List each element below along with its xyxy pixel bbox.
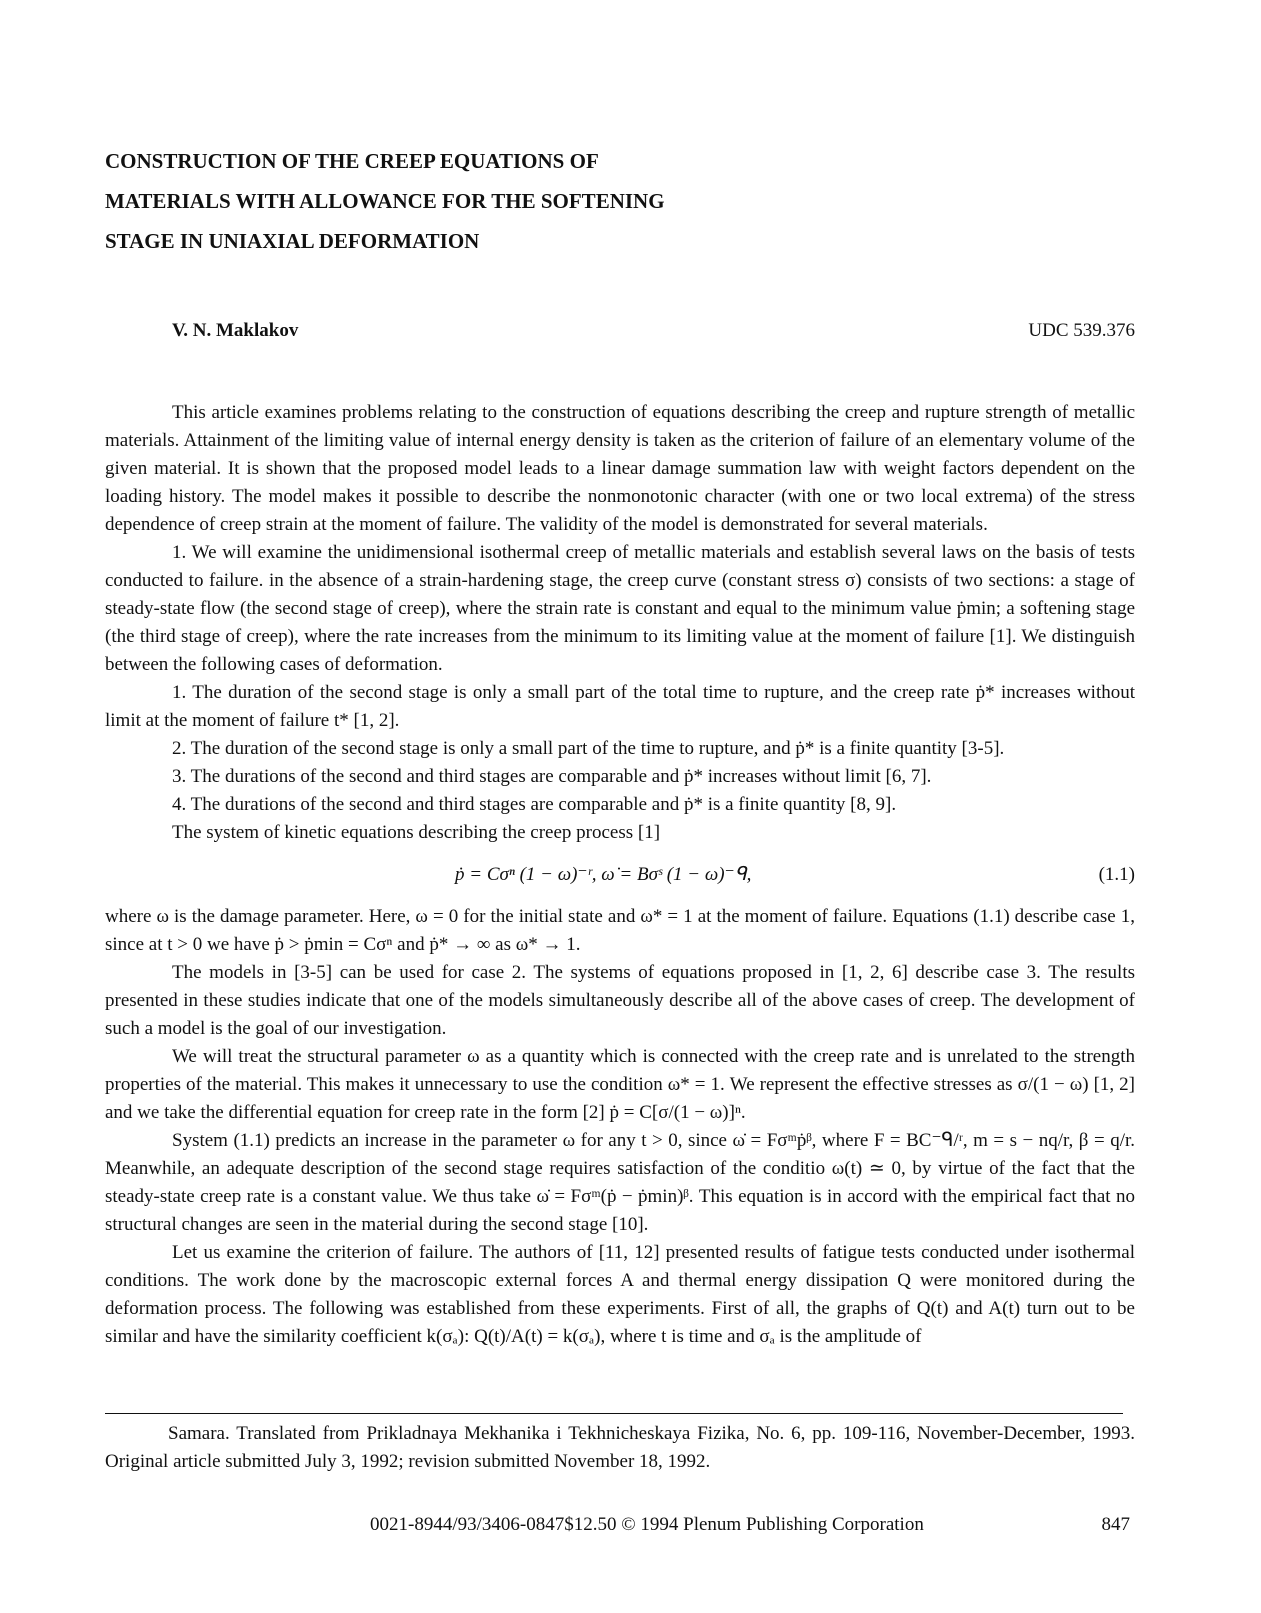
models-paragraph: The models in [3-5] can be used for case 2. The systems of equations proposed in [1, 2, 6] describe case 3. The results presented in these studies indicate that one of the models simultaneously describe all of the above cases of creep. The development of such a model is the goal of our investigation. [105, 962, 1135, 1039]
case-1-item: 1. The duration of the second stage is only a small part of the total time to rupture, and the creep rate ṗ* increases without limit at the moment of failure t* [1, 2]. [105, 682, 1135, 731]
udc-code: UDC 539.376 [1028, 320, 1135, 341]
case-3-item: 3. The durations of the second and third stages are comparable and ṗ* increases without limit [6, 7]. [172, 766, 932, 787]
article-title [105, 141, 905, 261]
equation-number: (1.1) [1098, 864, 1135, 885]
where-paragraph: where ω is the damage parameter. Here, ω = 0 for the initial state and ω* = 1 at the moment of failure. Equations (1.1) describe case 1, since at t > 0 we have ṗ > ṗmin = Cσⁿ and ṗ* → ∞ as ω* → 1. [105, 906, 1135, 955]
case-2-item: 2. The duration of the second stage is only a small part of the time to rupture, and ṗ* is a finite quantity [3-5]. [172, 738, 1005, 759]
section-1-paragraph: 1. We will examine the unidimensional isothermal creep of metallic materials and establish several laws on the basis of tests conducted to failure. in the absence of a strain-hardening stage, the creep curve (constant stress σ) consists of two sections: a stage of steady-state flow (the second stage of creep), where the strain rate is constant and equal to the minimum value ṗmin; a softening stage (the third stage of creep), where the rate increases from the minimum to its limiting value at the moment of failure [1]. We distinguish between the following cases of deformation. [105, 542, 1135, 675]
footnote-text: Samara. Translated from Prikladnaya Mekhanika i Tekhnicheskaya Fizika, No. 6, pp. 109-116, November-December, 1993. Original article submitted July 3, 1992; revision submitted November 18, 1992. [105, 1423, 1135, 1472]
equation-text: ṗ = Cσⁿ (1 − ω)⁻ʳ, ω̇ = Bσˢ (1 − ω)⁻ᑫ, [455, 864, 752, 885]
failure-criterion-paragraph: Let us examine the criterion of failure. The authors of [11, 12] presented results of fatigue tests conducted under isothermal conditions. The work done by the macroscopic external forces A and thermal energy dissipation Q were monitored during the deformation process. The following was established from these experiments. First of all, the graphs of Q(t) and A(t) turn out to be similar and have the similarity coefficient k(σₐ): Q(t)/A(t) = k(σₐ), where t is time and σₐ is the amplitude of [105, 1242, 1135, 1347]
case-4-item: 4. The durations of the second and third stages are comparable and ṗ* is a finite quantity [8, 9]. [172, 794, 897, 815]
author-name: V. N. Maklakov [172, 320, 299, 341]
article-body [105, 399, 1135, 1351]
system-intro-paragraph: The system of kinetic equations describing the creep process [1] [172, 822, 661, 843]
abstract-paragraph: This article examines problems relating to the construction of equations describing the creep and rupture strength of metallic materials. Attainment of the limiting value of internal energy density is taken as the criterion of failure of an elementary volume of the given material. It is shown that the proposed model leads to a linear damage summation law with weight factors dependent on the loading history. The model makes it possible to describe the nonmonotonic character (with one or two local extrema) of the stress dependence of creep strain at the moment of failure. The validity of the model is demonstrated for several materials. [105, 402, 1135, 535]
title-line-2: MATERIALS WITH ALLOWANCE FOR THE SOFTENING [105, 189, 665, 213]
system-1-1-paragraph: System (1.1) predicts an increase in the parameter ω for any t > 0, since ω̇ = Fσᵐṗᵝ, where F = BC⁻ᑫ/ʳ, m = s − nq/r, β = q/r. Meanwhile, an adequate description of the second stage requires satisfaction of the conditio ω(t) ≃ 0, by virtue of the fact that the steady-state creep rate is a constant value. We thus take ω̇ = Fσᵐ(ṗ − ṗmin)ᵝ. This equation is in accord with the empirical fact that no structural changes are seen in the material during the second stage [10]. [105, 1130, 1135, 1235]
structural-parameter-paragraph: We will treat the structural parameter ω as a quantity which is connected with the creep rate and is unrelated to the strength properties of the material. This makes it unnecessary to use the condition ω* = 1. We represent the effective stresses as σ/(1 − ω) [1, 2] and we take the differential equation for creep rate in the form [2] ṗ = C[σ/(1 − ω)]ⁿ. [105, 1046, 1135, 1123]
title-line-3: STAGE IN UNIAXIAL DEFORMATION [105, 229, 480, 253]
title-line-1: CONSTRUCTION OF THE CREEP EQUATIONS OF [105, 149, 599, 173]
page-number: 847 [1101, 1514, 1130, 1535]
equation-1-1 [105, 847, 1135, 903]
publisher-code: 0021-8944/93/3406-0847$12.50 © 1994 Plenum Publishing Corporation [370, 1514, 924, 1535]
footnote-rule [105, 1413, 1123, 1414]
